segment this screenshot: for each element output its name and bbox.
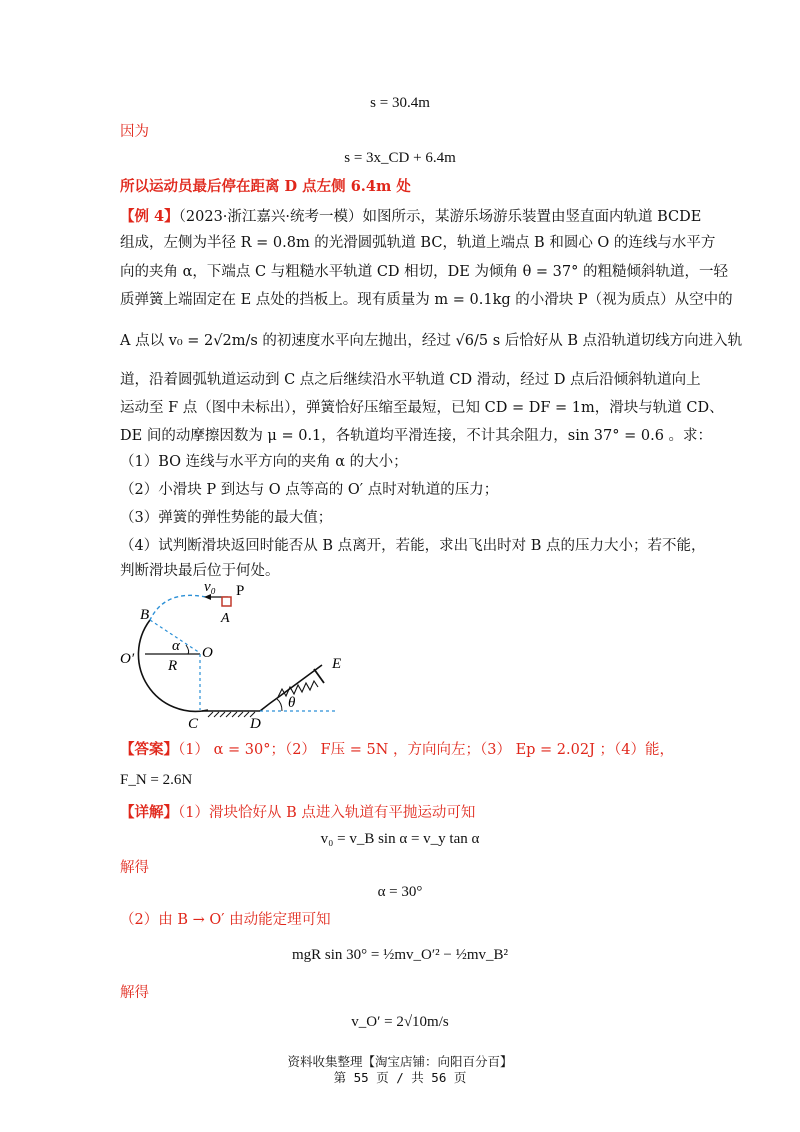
label-e: E — [332, 656, 342, 672]
equation-alpha: α = 30° — [377, 884, 423, 900]
answer-tag: 【答案】 — [120, 741, 178, 758]
label-d: D — [250, 716, 261, 732]
example-line-2: 组成，左侧为半径 R = 0.8m 的光滑圆弧轨道 BC，轨道上端点 B 和圆心 O 的连线与水平方 — [120, 235, 716, 251]
example-line-7: 运动至 F 点（图中未标出），弹簧恰好压缩至最短，已知 CD = DF = 1m，滑块与轨道 CD、 — [120, 400, 724, 416]
detail-line-1 — [120, 803, 680, 823]
label-a: A — [221, 611, 230, 626]
label-theta: θ — [288, 695, 296, 711]
equation-v-o-prime: v_O′ = 2√10m/s — [351, 1014, 449, 1030]
question-1: （1）BO 连线与水平方向的夹角 α 的大小； — [120, 454, 408, 470]
label-r: R — [168, 658, 178, 674]
equation-s-value: s = 30.4m — [370, 95, 430, 111]
equation-energy: mgR sin 30° = ½mv_O′² − ½mv_B² — [291, 947, 509, 963]
example-tag: 【例 4】 — [120, 208, 179, 225]
label-b: B — [140, 607, 150, 623]
label-c: C — [188, 716, 199, 732]
solve-text-2: 解得 — [120, 985, 149, 1001]
label-v0: v₀ — [204, 579, 216, 595]
question-3: （3）弹簧的弹性势能的最大值； — [120, 510, 333, 526]
because-text: 因为 — [120, 124, 149, 140]
example-line-3: 向的夹角 α，下端点 C 与粗糙水平轨道 CD 相切，DE 为倾角 θ = 37° 的粗糙倾斜轨道，一轻 — [120, 264, 728, 280]
example-line-4: 质弹簧上端固定在 E 点处的挡板上。现有质量为 m = 0.1kg 的小滑块 P（视为质点）从空中的 — [120, 292, 733, 308]
track-hatching — [208, 712, 255, 717]
equation-velocity: v₀ = v_B sin α = v_y tan α — [320, 831, 480, 847]
label-o-prime: O′ — [120, 651, 135, 667]
label-alpha: α — [172, 638, 180, 654]
question-4-continued: 判断滑块最后位于何处。 — [120, 563, 280, 579]
track-diagram — [110, 575, 350, 735]
footer-page-number: 第 55 页 / 共 56 页 — [333, 1070, 467, 1085]
detail-line-2: （2）由 B → O′ 由动能定理可知 — [120, 912, 331, 928]
answer-text-1: （1） α = 30°；（2） F压 = 5N ，方向向左；（3） Ep = 2.02J ；（4）能， — [178, 742, 674, 758]
slider-block-p — [222, 597, 231, 606]
angle-theta-arc — [277, 699, 282, 711]
equation-s-relation: s = 3x_CD + 6.4m — [344, 150, 456, 166]
label-p: P — [236, 583, 245, 599]
footer-source: 资料收集整理【淘宝店铺：向阳百分百】 — [287, 1054, 513, 1069]
label-o: O — [202, 645, 213, 661]
detail-text-1: （1）滑块恰好从 B 点进入轨道有平抛运动可知 — [178, 805, 476, 821]
conclusion-text: 所以运动员最后停在距离 D 点左侧 6.4m 处 — [120, 178, 411, 195]
example-line-6: 道，沿着圆弧轨道运动到 C 点之后继续沿水平轨道 CD 滑动，经过 D 点后沿倾斜轨道向上 — [120, 372, 701, 388]
answer-line-2: F_N = 2.6N — [120, 772, 193, 788]
solve-text-1: 解得 — [120, 860, 149, 876]
question-2: （2）小滑块 P 到达与 O 点等高的 O′ 点时对轨道的压力； — [120, 482, 499, 498]
example-line-5: A 点以 v₀ = 2√2m/s 的初速度水平向左抛出，经过 √6/5 s 后恰好从 B 点沿轨道切线方向进入轨 — [120, 333, 743, 349]
example-text-1: （2023·浙江嘉兴·统考一模）如图所示，某游乐场游乐装置由竖直面内轨道 BCDE — [178, 209, 702, 225]
spring-plate — [314, 669, 324, 683]
example-line-8: DE 间的动摩擦因数为 μ = 0.1，各轨道均平滑连接，不计其余阻力，sin 37° = 0.6 。求： — [120, 428, 713, 444]
example-intro-line-1 — [120, 207, 702, 227]
angle-alpha-arc — [186, 645, 189, 654]
projectile-trajectory — [150, 595, 206, 620]
detail-tag: 【详解】 — [120, 804, 178, 821]
answer-line-1 — [120, 740, 680, 760]
question-4: （4）试判断滑块返回时能否从 B 点离开，若能，求出飞出时对 B 点的压力大小；若不能， — [120, 538, 706, 554]
